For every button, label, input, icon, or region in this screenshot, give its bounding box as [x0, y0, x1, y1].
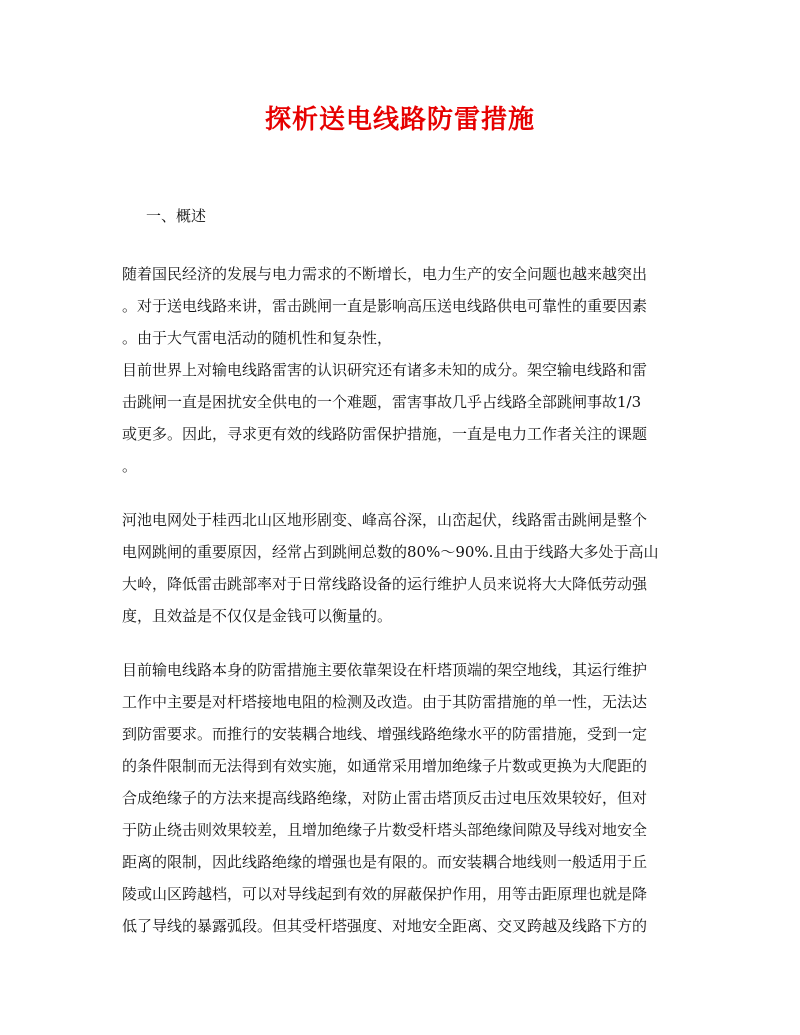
paragraph-line: 的条件限制而无法得到有效实施，如通常采用增加绝缘子片数或更换为大爬距的	[122, 757, 648, 775]
paragraph-line: 到防雷要求。而推行的安装耦合地线、增强线路绝缘水平的防雷措施，受到一定	[122, 725, 648, 743]
paragraph-line: 。由于大气雷电活动的随机性和复杂性，	[122, 329, 393, 347]
paragraph-line: 度，且效益是不仅仅是金钱可以衡量的。	[122, 607, 393, 625]
paragraph-line: 击跳闸一直是困扰安全供电的一个难题，雷害事故几乎占线路全部跳闸事故1/3	[122, 393, 642, 411]
paragraph-line: 工作中主要是对杆塔接地电阻的检测及改造。由于其防雷措施的单一性，无法达	[122, 693, 648, 711]
paragraph-line: 于防止绕击则效果较差，且增加绝缘子片数受杆塔头部绝缘间隙及导线对地安全	[122, 821, 648, 839]
paragraph-line: 低了导线的暴露弧段。但其受杆塔强度、对地安全距离、交叉跨越及线路下方的	[122, 917, 648, 935]
paragraph-line: 河池电网处于桂西北山区地形剧变、峰高谷深，山峦起伏，线路雷击跳闸是整个	[122, 511, 648, 529]
paragraph-line: 目前世界上对输电线路雷害的认识研究还有诸多未知的成分。架空输电线路和雷	[122, 361, 648, 379]
paragraph-line: 距离的限制，因此线路绝缘的增强也是有限的。而安装耦合地线则一般适用于丘	[122, 853, 648, 871]
paragraph-line: 目前输电线路本身的防雷措施主要依靠架设在杆塔顶端的架空地线，其运行维护	[122, 661, 648, 679]
paragraph-3	[122, 654, 682, 942]
paragraph-line: 随着国民经济的发展与电力需求的不断增长，电力生产的安全问题也越来越突出	[122, 265, 648, 283]
paragraph-line: 电网跳闸的重要原因，经常占到跳闸总数的80%～90%.且由于线路大多处于高山	[122, 543, 659, 561]
section-heading: 一、概述	[146, 207, 207, 225]
document-title: 探析送电线路防雷措施	[264, 105, 535, 135]
paragraph-1	[122, 258, 682, 482]
paragraph-line: 。	[122, 457, 138, 475]
paragraph-line: 合成绝缘子的方法来提高线路绝缘，对防止雷击塔顶反击过电压效果较好，但对	[122, 789, 648, 807]
paragraph-2	[122, 504, 682, 632]
paragraph-line: 。对于送电线路来讲，雷击跳闸一直是影响高压送电线路供电可靠性的重要因素	[122, 297, 648, 315]
paragraph-line: 大岭，降低雷击跳部率对于日常线路设备的运行维护人员来说将大大降低劳动强	[122, 575, 648, 593]
paragraph-line: 或更多。因此，寻求更有效的线路防雷保护措施，一直是电力工作者关注的课题	[122, 425, 648, 443]
paragraph-line: 陵或山区跨越档，可以对导线起到有效的屏蔽保护作用，用等击距原理也就是降	[122, 885, 648, 903]
